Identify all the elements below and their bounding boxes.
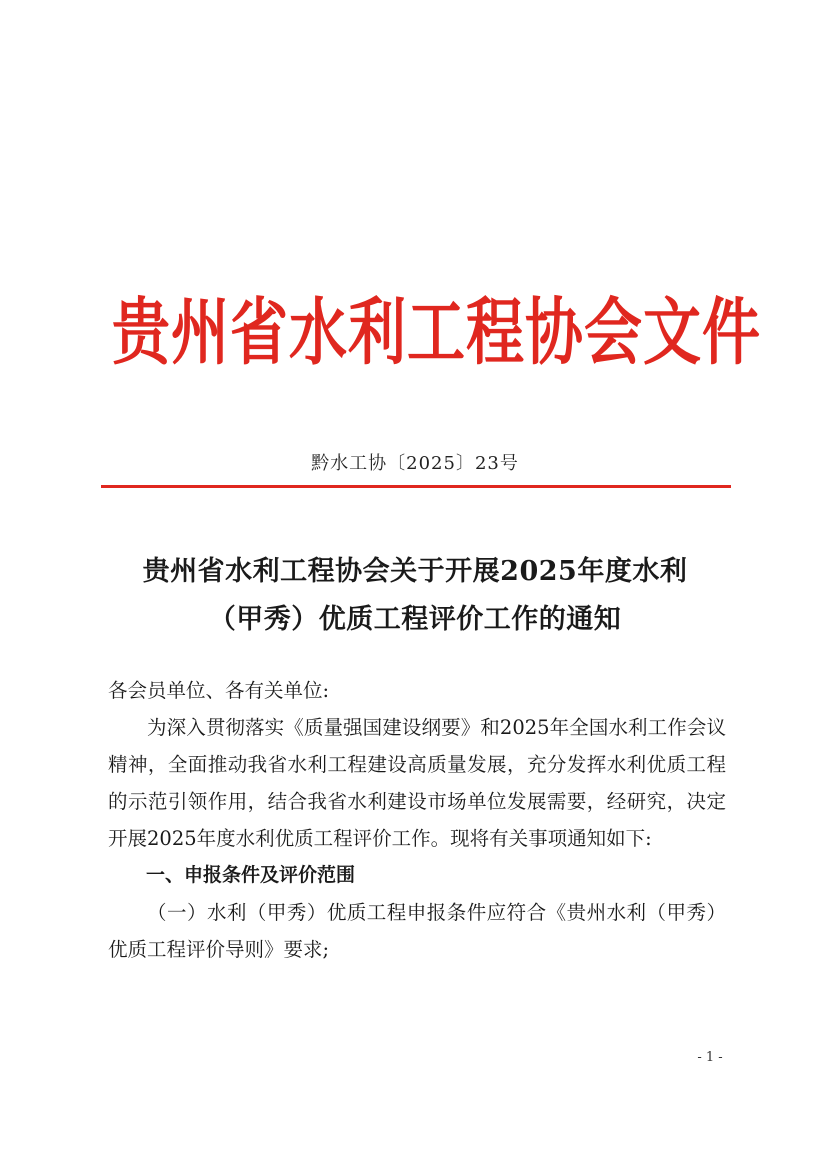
- section-1-item-1: （一）水利（甲秀）优质工程申报条件应符合《贵州水利（甲秀）优质工程评价导则》要求;: [108, 901, 726, 961]
- notice-title-line-1: 贵州省水利工程协会关于开展2025年度水利: [142, 556, 688, 587]
- page-number: - 1 -: [697, 1050, 723, 1065]
- notice-title: [100, 548, 730, 644]
- red-divider-line: [101, 485, 731, 488]
- section-heading-1: 一、申报条件及评价范围: [146, 864, 356, 886]
- notice-body: [108, 672, 726, 968]
- notice-title-line-2: （甲秀）优质工程评价工作的通知: [208, 604, 622, 635]
- masthead-title: 贵州省水利工程协会文件: [112, 290, 762, 375]
- salutation: 各会员单位、各有关单位:: [108, 679, 330, 702]
- intro-paragraph: 为深入贯彻落实《质量强国建设纲要》和2025年全国水利工作会议精神，全面推动我省水利工程建设高质量发展，充分发挥水利优质工程的示范引领作用，结合我省水利建设市场单位发展需要，经研究，决定开展2025年度水利优质工程评价工作。现将有关事项通知如下:: [108, 716, 726, 850]
- document-number: 黔水工协〔2025〕23号: [311, 453, 519, 474]
